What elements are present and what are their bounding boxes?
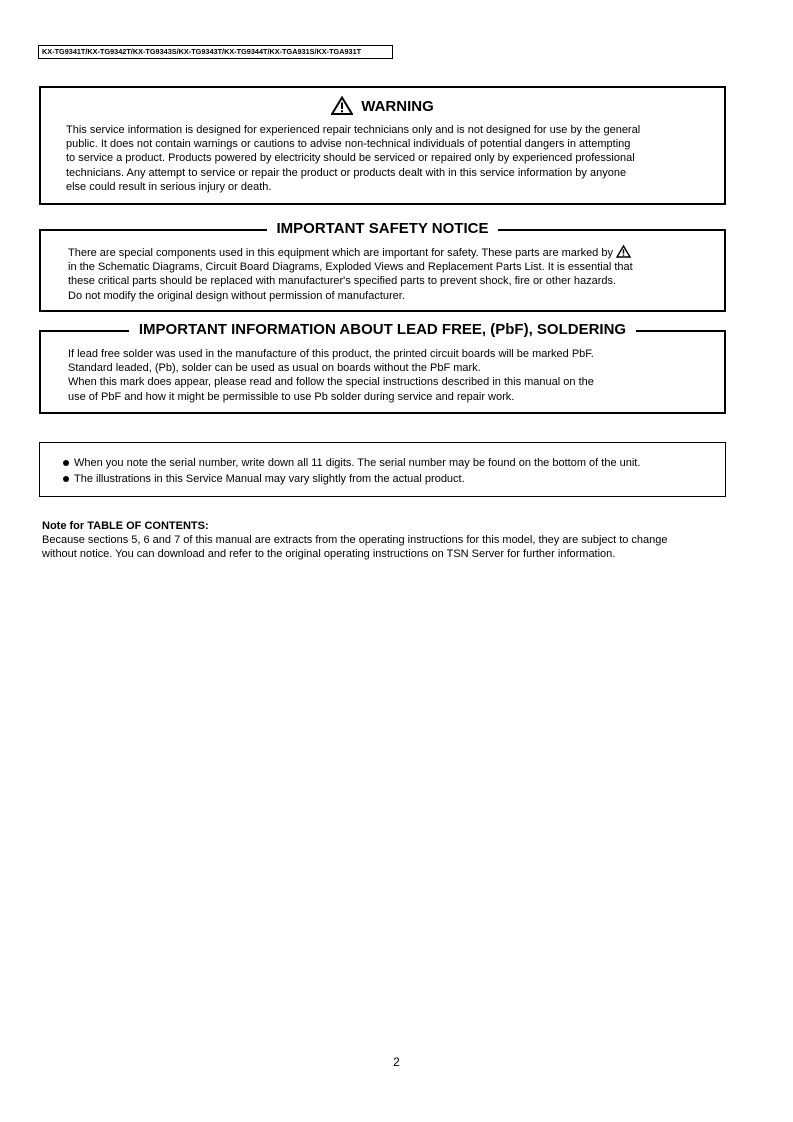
safety-notice-title: IMPORTANT SAFETY NOTICE [267,220,499,237]
warning-title: WARNING [361,98,434,115]
warning-box [39,86,726,205]
lead-free-line: Standard leaded, (Pb), solder can be used as usual on boards without the PbF mark. [68,362,481,375]
safety-line: in the Schematic Diagrams, Circuit Board Diagrams, Exploded Views and Replacement Parts List. It is essential that [68,261,633,274]
model-header: KX-TG9341T/KX-TG9342T/KX-TG9343S/KX-TG9343T/KX-TG9344T/KX-TGA931S/KX-TGA931T [38,45,393,59]
lead-free-text [68,347,718,404]
lead-free-line: use of PbF and how it might be permissible to use Pb solder during service and repair work. [68,390,515,403]
lead-free-line: If lead free solder was used in the manufacture of this product, the printed circuit boards will be marked PbF. [68,348,594,360]
lead-free-heading [41,321,724,339]
safety-notice-heading [41,220,724,238]
safety-line: these critical parts should be replaced with manufacturer's specified parts to prevent shock, fire or other hazards. [68,275,617,288]
warning-text [66,123,706,194]
list-item: The illustrations in this Service Manual may vary slightly from the actual product. [62,471,640,487]
toc-note [42,519,742,561]
toc-note-title: Note for TABLE OF CONTENTS: [42,520,209,532]
safety-line [68,245,718,260]
lead-free-box [39,321,726,414]
safety-line: Do not modify the original design without permission of manufacturer. [68,289,405,302]
page-number: 2 [393,1055,400,1069]
notes-list [62,455,640,487]
toc-note-line: without notice. You can download and refer to the original operating instructions on TSN Server for further information. [42,548,616,560]
lead-free-title: IMPORTANT INFORMATION ABOUT LEAD FREE, (PbF), SOLDERING [129,321,636,338]
warning-line: else could result in serious injury or death. [66,180,272,193]
notes-box [39,442,726,497]
lead-free-line: When this mark does appear, please read and follow the special instructions described in this manual on the [68,376,594,389]
warning-triangle-icon [331,96,353,115]
list-item: When you note the serial number, write down all 11 digits. The serial number may be found on the bottom of the unit. [62,455,640,471]
warning-line: to service a product. Products powered by electricity should be serviced or repaired only by experienced professional [66,152,635,165]
warning-line: public. It does not contain warnings or cautions to advise non-technical individuals of potential dangers in attempting [66,138,631,151]
toc-note-line: Because sections 5, 6 and 7 of this manual are extracts from the operating instructions for this model, they are subject to change [42,534,668,546]
warning-line: This service information is designed for experienced repair technicians only and is not designed for use by the general [66,124,641,136]
warning-triangle-icon [616,245,631,258]
warning-heading [41,96,724,117]
safety-line-text: There are special components used in this equipment which are important for safety. These parts are marked by [68,247,613,259]
safety-notice-text [68,245,718,303]
safety-notice-box [39,220,726,312]
warning-line: technicians. Any attempt to service or repair the product or products dealt with in this service information by anyone [66,166,627,179]
